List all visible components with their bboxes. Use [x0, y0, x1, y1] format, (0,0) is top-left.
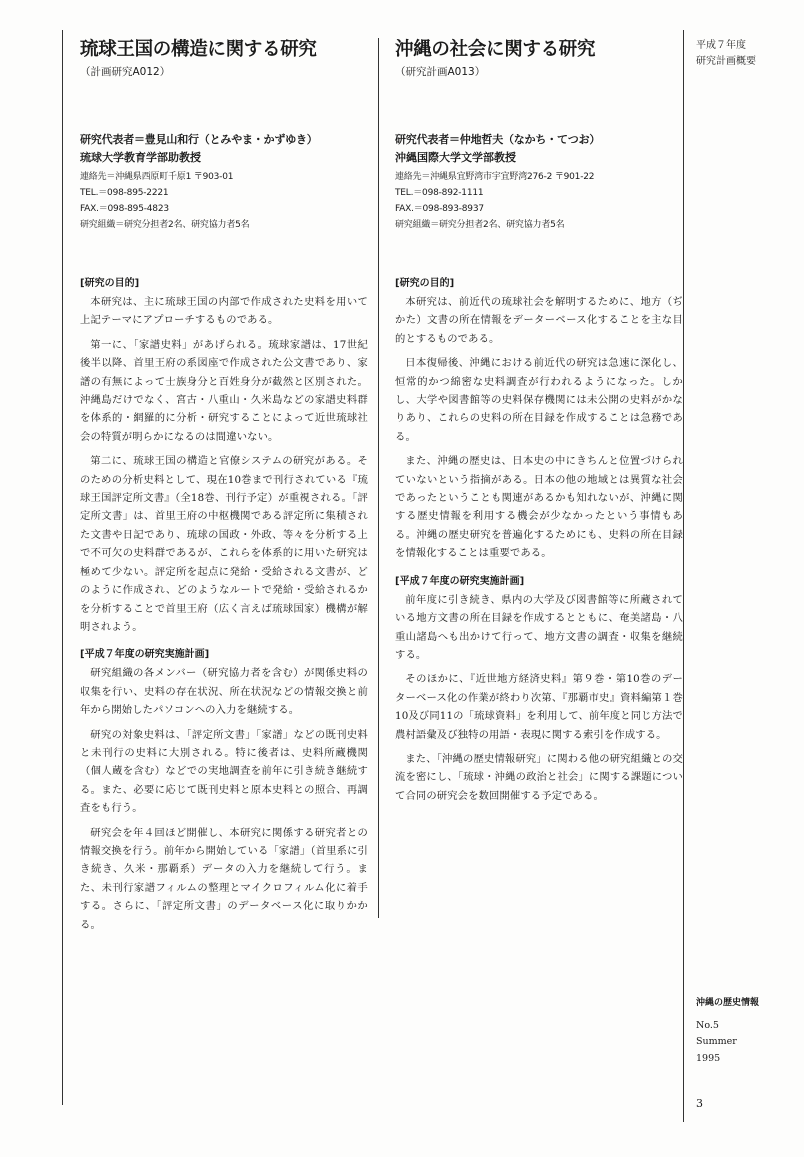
left-column-rule: [62, 30, 63, 1105]
left-contact-block: [80, 169, 368, 233]
right-plan-para-1: 前年度に引き続き、県内の大学及び図書館等に所蔵されている地方文書の所在目録を作成するとともに、奄美諸島・八重山諸島へも出かけて行って、地方文書の調査・収集を継続する。: [395, 593, 683, 661]
right-affiliation: 沖縄国際大学文学部教授: [395, 151, 516, 164]
left-purpose-para-3: 第二に、琉球王国の構造と官僚システムの研究がある。そのための分析史料として、現在10巻まで刊行されている『琉球王国評定所文書』（全18巻、刊行予定）が重視される。「評定所文書」は、首里王府の中枢機関である評定所に集積された文書や日記であり、琉球の国政・外政、等々を分析する上で不可欠の史料群であるが、これらを体系的に用いた研究は極めて少ない。評定所を起点に発給・受給される文書が、どのように作成され、どのようなルートで発給・受給されるかを分析することで首里王府（広く言えば琉球国家）機構が解明されよう。: [80, 455, 368, 633]
publication-title: 沖縄の歴史情報: [696, 998, 760, 1008]
right-project-code: （研究計画A013）: [395, 66, 486, 78]
right-contact-tel: TEL.＝098-892-1111: [395, 188, 484, 198]
left-plan-para-2: 研究の対象史料は、「評定所文書」「家譜」などの既刊史料と未刊行の史料に大別される。特に後者は、史料所蔵機関（個人蔵を含む）などでの実地調査を前年に引き続き継続する。また、必要に応じて既刊史料と原本史料との照合、再調査をも行う。: [80, 728, 368, 815]
left-representative: 研究代表者＝豊見山和行（とみやま・かずゆき）: [80, 133, 318, 146]
left-purpose-para-2: 第一に、「家譜史料」があげられる。琉球家譜は、17世紀後半以降、首里王府の系図座で作成された公文書であり、家譜の有無によって士族身分と百姓身分が截然と区別された。沖縄島だけでなく、宮古・八重山・久米島などの家譜史料群を体系的・網羅的に分析・研究することによって近世琉球社会の特質が明らかになるのは間違いない。: [80, 338, 368, 443]
sidebar-header-year: 平成７年度: [696, 40, 746, 51]
right-plan-para-3: また、「沖縄の歴史情報研究」に関わる他の研究組織との交流を密にし、「琉球・沖縄の政治と社会」に関する課題について合同の研究会を数回開催する予定である。: [395, 752, 683, 802]
right-purpose-para-1: 本研究は、前近代の琉球社会を解明するために、地方（ぢかた）文書の所在情報をデーターベース化することを主な目的とするものである。: [395, 296, 683, 345]
right-contact-organization: 研究組織＝研究分担者2名、研究協力者5名: [395, 220, 565, 230]
right-purpose-para-3: また、沖縄の歴史は、日本史の中にきちんと位置づけられていないという指摘がある。日本の他の地域とは異質な社会であったということも関連があるかも知れないが、沖縄に関する歴史情報を利用する機会が少なかったという事情もある。沖縄の歴史研究を普遍化するためにも、史料の所在目録を情報化することは重要である。: [395, 455, 683, 560]
left-contact-fax: FAX.＝098-895-4823: [80, 204, 169, 214]
left-plan-heading: [平成７年度の研究実施計画]: [80, 649, 210, 661]
issue-season: Summer: [696, 1036, 737, 1047]
left-purpose-para-1: 本研究は、主に琉球王国の内部で作成された史料を用いて上記テーマにアプローチするものである。: [80, 296, 368, 327]
right-representative: 研究代表者＝仲地哲夫（なかち・てつお）: [395, 133, 601, 146]
right-plan-heading: [平成７年度の研究実施計画]: [395, 575, 525, 587]
left-plan-para-1: 研究組織の各メンバー（研究協力者を含む）が関係史料の収集を行い、史料の存在状況、所在状況などの情報交換と前年から開始したパソコンへの入力を継続する。: [80, 667, 368, 717]
sidebar-rule: [683, 30, 684, 1122]
sidebar-header-label: 研究計画概要: [696, 56, 756, 67]
left-contact-tel: TEL.＝098-895-2221: [80, 188, 169, 198]
left-affiliation: 琉球大学教育学部助教授: [80, 151, 201, 164]
right-purpose-heading: [研究の目的]: [395, 278, 455, 289]
left-article: [80, 38, 368, 940]
right-article-title: 沖縄の社会に関する研究: [395, 39, 596, 60]
right-contact-block: [395, 169, 683, 233]
issue-year: 1995: [696, 1052, 721, 1064]
left-article-title: 琉球王国の構造に関する研究: [80, 39, 317, 60]
page-number: 3: [696, 1097, 703, 1110]
left-contact-address: 連絡先＝沖縄県西原町千原1 〒903-01: [80, 172, 234, 182]
right-purpose-para-2: 日本復帰後、沖縄における前近代の研究は急速に深化し、恒常的かつ綿密な史料調査が行われるようになった。しかし、大学や図書館等の史料保存機関には未公開の史料がかなりあり、これらの史料の所在目録を作成することは急務である。: [395, 357, 683, 443]
left-plan-para-3: 研究会を年４回ほど開催し、本研究に関係する研究者との情報交換を行う。前年から開始している「家譜」（首里系に引き続き、久米・那覇系）データの入力を継続して行う。また、未刊行家譜フィルムの整理とマイクロフィルム化に着手する。さらに、「評定所文書」のデータベース化に取りかかる。: [80, 826, 368, 931]
issue-number: No.5: [696, 1019, 719, 1031]
left-project-code: （計画研究A012）: [80, 66, 171, 78]
right-column-rule: [378, 38, 379, 918]
left-contact-organization: 研究組織＝研究分担者2名、研究協力者5名: [80, 220, 250, 230]
left-purpose-heading: [研究の目的]: [80, 278, 140, 289]
sidebar-header: [696, 38, 796, 70]
right-article: [395, 38, 683, 811]
right-plan-para-2: そのほかに、『近世地方経済史料』第９巻・第10巻のデーターベース化の作業が終わり次第、『那覇市史』資料編第１巻10及び同11の「琉球資料」を利用して、前年度と同じ方法で農村語彙及び独特の用語・表現に関する索引を作成する。: [395, 673, 683, 741]
sidebar-publication-info: [696, 995, 796, 1067]
right-contact-address: 連絡先＝沖縄県宜野湾市宇宜野湾276-2 〒901-22: [395, 172, 595, 182]
right-contact-fax: FAX.＝098-893-8937: [395, 204, 484, 214]
